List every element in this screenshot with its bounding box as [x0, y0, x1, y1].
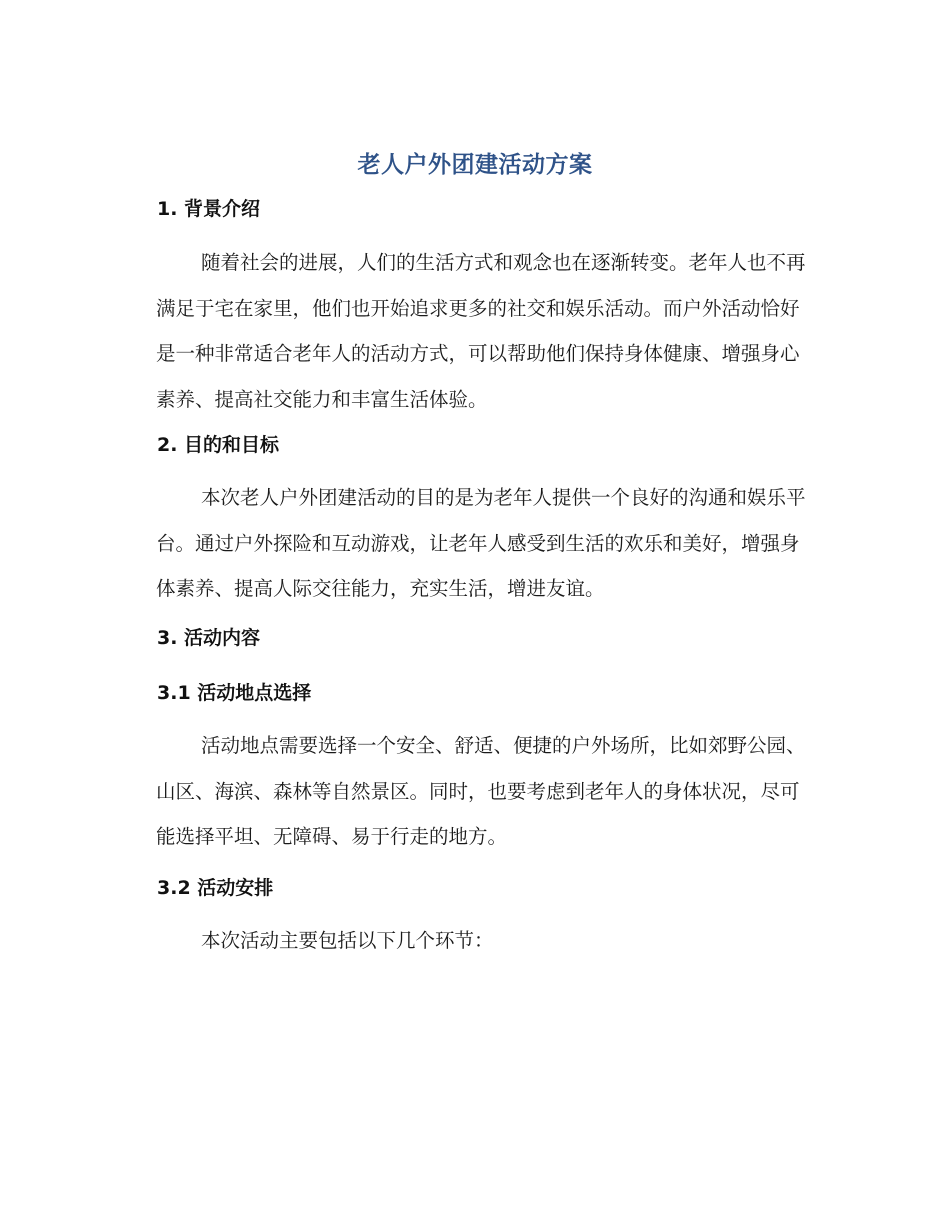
- section-heading-content: 3. 活动内容: [157, 627, 261, 649]
- section-heading-purpose: 2. 目的和目标: [157, 434, 280, 456]
- paragraph-line: 本次老人户外团建活动的目的是为老年人提供一个良好的沟通和娱乐平: [201, 486, 806, 509]
- subsection-heading-location: 3.1 活动地点选择: [157, 682, 312, 704]
- paragraph-background: [112, 240, 832, 422]
- paragraph-line: 随着社会的进展，人们的生活方式和观念也在逐渐转变。老年人也不再: [201, 251, 806, 274]
- paragraph-line: 满足于宅在家里，他们也开始追求更多的社交和娱乐活动。而户外活动恰好: [156, 296, 800, 320]
- paragraph-line: 活动地点需要选择一个安全、舒适、便捷的户外场所，比如郊野公园、: [201, 734, 806, 757]
- paragraph-location: [112, 723, 832, 860]
- paragraph-line: 台。通过户外探险和互动游戏，让老年人感受到生活的欢乐和美好，增强身: [156, 531, 800, 555]
- paragraph-line: 本次活动主要包括以下几个环节：: [201, 929, 494, 952]
- subsection-heading-schedule: 3.2 活动安排: [157, 877, 274, 899]
- paragraph-line: 是一种非常适合老年人的活动方式，可以帮助他们保持身体健康、增强身心: [156, 342, 800, 365]
- section-heading-background: 1. 背景介绍: [157, 198, 261, 220]
- paragraph-line: 山区、海滨、森林等自然景区。同时，也要考虑到老年人的身体状况，尽可: [156, 779, 800, 803]
- paragraph-schedule: [112, 918, 832, 964]
- paragraph-line: 能选择平坦、无障碍、易于行走的地方。: [156, 825, 508, 848]
- paragraph-purpose: [112, 475, 832, 612]
- document-title: 老人户外团建活动方案: [357, 152, 593, 178]
- paragraph-line: 体素养、提高人际交往能力，充实生活，增进友谊。: [156, 577, 605, 600]
- paragraph-line: 素养、提高社交能力和丰富生活体验。: [156, 387, 488, 411]
